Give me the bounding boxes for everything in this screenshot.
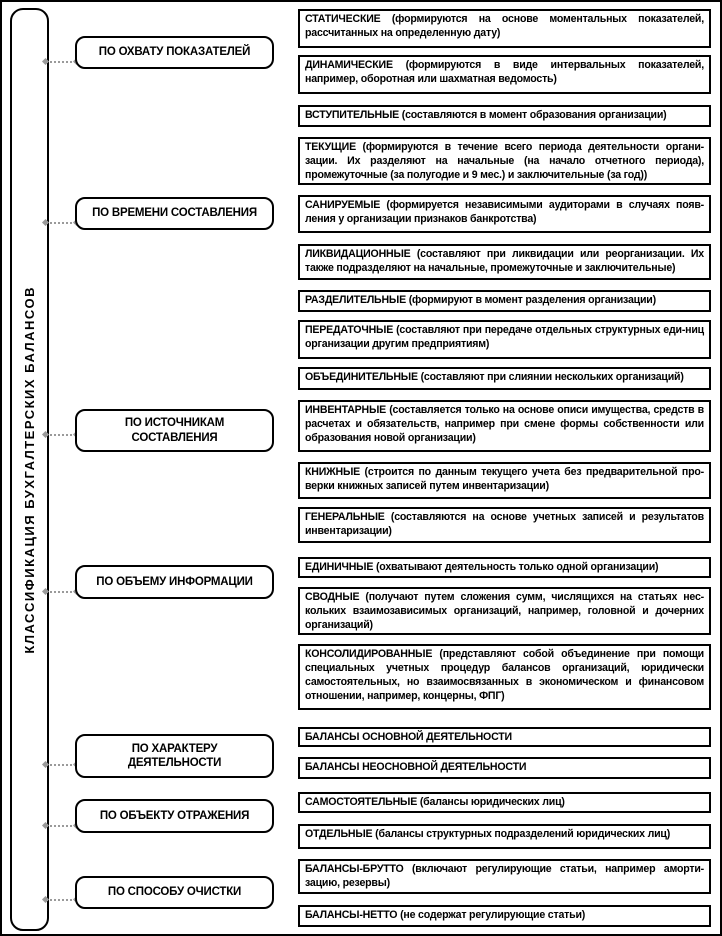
- type-box-edinichnye: [298, 557, 711, 578]
- type-box-svodnye: [298, 587, 711, 635]
- category-box-time: [75, 197, 274, 230]
- type-definition: (формируют в момент разделения организации): [408, 294, 656, 306]
- type-definition: (включают регулирующие статьи, например аморти-зацию, резервы): [305, 863, 705, 889]
- type-box-staticheskie: [298, 9, 711, 48]
- type-term: ОБЪЕДИНИТЕЛЬНЫЕ: [305, 371, 418, 383]
- category-label: ПО СПОСОБУ ОЧИСТКИ: [107, 886, 242, 899]
- type-term: ИНВЕНТАРНЫЕ: [305, 404, 387, 416]
- type-definition: (формируются в виде интервальных показателей, например, оборотная или шахматная ведомость): [305, 59, 704, 85]
- type-term: ЕДИНИЧНЫЕ: [305, 561, 374, 573]
- type-term: ЛИКВИДАЦИОННЫЕ: [305, 248, 411, 260]
- type-term: СТАТИЧЕСКИЕ: [305, 13, 381, 25]
- type-term: ПЕРЕДАТОЧНЫЕ: [305, 324, 394, 336]
- type-box-balansy-neosnovnoy: [298, 757, 711, 779]
- type-box-balansy-osnovnoy: [298, 727, 711, 747]
- type-term: САМОСТОЯТЕЛЬНЫЕ: [305, 796, 418, 808]
- type-definition: (формируются в течение всего периода деятельности органи-зации. Их разделяют на начальные (на начало отчетного периода), промежуточные (за полугодие и 9 мес.) и заключительные (за год)): [305, 141, 704, 181]
- type-term: РАЗДЕЛИТЕЛЬНЫЕ: [305, 294, 406, 306]
- type-definition: (формируется независимыми аудиторами в случаях появ-ления у организации признаков банкротства): [305, 199, 704, 225]
- type-term: ОТДЕЛЬНЫЕ: [305, 828, 373, 840]
- category-label: ПО ОХВАТУ ПОКАЗАТЕЛЕЙ: [98, 46, 251, 59]
- category-box-volume: [75, 565, 274, 599]
- category-label: ПО ОБЪЕКТУ ОТРАЖЕНИЯ: [99, 809, 250, 822]
- category-box-activity: [75, 734, 274, 778]
- type-definition: (составляется только на основе описи имущества, средств в расчетах и обязательств, например при смене формы собственности или образования новой организации): [305, 404, 704, 444]
- connector-line: [46, 61, 76, 63]
- type-box-vstupitelnye: [298, 105, 711, 127]
- category-label: ПО ВРЕМЕНИ СОСТАВЛЕНИЯ: [92, 207, 257, 220]
- type-term: САНИРУЕМЫЕ: [305, 199, 381, 211]
- category-box-object: [75, 799, 274, 833]
- connector-line: [46, 591, 76, 593]
- root-box: [10, 8, 49, 931]
- category-label: ПО ИСТОЧНИКАМ СОСТАВЛЕНИЯ: [124, 417, 225, 444]
- type-definition: (строится по данным текущего учета без предварительной про-верки книжных записей путем инвентаризации): [305, 466, 704, 492]
- type-term: БАЛАНСЫ ОСНОВНОЙ ДЕЯТЕЛЬНОСТИ: [305, 731, 512, 743]
- type-definition: (составляют при ликвидации или реорганизации. Их также подразделяют на начальные, промежуточные и заключительные): [305, 248, 704, 274]
- category-box-sources: [75, 409, 274, 452]
- type-definition: (балансы юридических лиц): [419, 796, 565, 808]
- type-term: БАЛАНСЫ-НЕТТО: [305, 909, 398, 921]
- type-box-balansy-netto: [298, 905, 711, 927]
- type-term: КНИЖНЫЕ: [305, 466, 360, 478]
- type-term: БАЛАНСЫ НЕОСНОВНОЙ ДЕЯТЕЛЬНОСТИ: [305, 761, 527, 773]
- type-box-saniruemye: [298, 195, 711, 233]
- type-box-samostoyatelnye: [298, 792, 711, 813]
- type-definition: (формируются на основе моментальных показателей, рассчитанных на определенную дату): [305, 13, 704, 39]
- type-definition: (балансы структурных подразделений юридических лиц): [375, 828, 671, 840]
- category-label: ПО ОБЪЕМУ ИНФОРМАЦИИ: [96, 575, 253, 588]
- category-box-clearing: [75, 876, 274, 909]
- category-label: ПО ХАРАКТЕРУ ДЕЯТЕЛЬНОСТИ: [127, 742, 222, 769]
- type-term: ВСТУПИТЕЛЬНЫЕ: [305, 109, 399, 121]
- type-box-generalnye: [298, 507, 711, 543]
- type-definition: (представляют собой объединение при помощи специальных учетных процедур балансов организаций, юридически самостоятельных, но взаимосвязанных в экономическом и финансовом отношении, например, концерны, ФПГ): [305, 648, 704, 702]
- type-box-inventarnye: [298, 400, 711, 452]
- type-definition: (составляют при слиянии нескольких организаций): [420, 371, 684, 383]
- type-definition: (охватывают деятельность только одной организации): [375, 561, 659, 573]
- type-definition: (не содержат регулирующие статьи): [400, 909, 586, 921]
- type-term: ГЕНЕРАЛЬНЫЕ: [305, 511, 385, 523]
- type-definition: (получают путем сложения сумм, числящихся на статьях нес-кольких взаимозависимых организаций, например, головной и дочерних организаций): [305, 591, 705, 631]
- type-box-dinamicheskie: [298, 55, 711, 94]
- type-definition: (составляются на основе учетных записей и результатов инвентаризации): [305, 511, 704, 537]
- type-box-peredatochnye: [298, 320, 711, 359]
- type-box-razdelitelnye: [298, 290, 711, 312]
- type-box-likvidatsionnye: [298, 244, 711, 280]
- connector-line: [46, 222, 76, 224]
- type-definition: (составляются в момент образования организации): [401, 109, 667, 121]
- type-term: ТЕКУЩИЕ: [305, 141, 356, 153]
- type-box-otdelnye: [298, 824, 711, 849]
- connector-line: [46, 434, 76, 436]
- connector-line: [46, 899, 76, 901]
- connector-line: [46, 764, 76, 766]
- type-term: КОНСОЛИДИРОВАННЫЕ: [305, 648, 433, 660]
- connector-line: [46, 825, 76, 827]
- type-term: БАЛАНСЫ-БРУТТО: [305, 863, 404, 875]
- type-box-konsolidirovannye: [298, 644, 711, 710]
- type-definition: (составляют при передаче отдельных структурных еди-ниц организации другим предприятиям): [305, 324, 704, 350]
- category-box-coverage: [75, 36, 274, 69]
- type-term: ДИНАМИЧЕСКИЕ: [305, 59, 393, 71]
- type-box-knizhnye: [298, 462, 711, 499]
- type-box-balansy-brutto: [298, 859, 711, 894]
- type-box-obedinitelnye: [298, 367, 711, 390]
- type-box-tekushchie: [298, 137, 711, 185]
- root-label: КЛАССИФИКАЦИЯ БУХГАЛТЕРСКИХ БАЛАНСОВ: [22, 285, 37, 654]
- type-term: СВОДНЫЕ: [305, 591, 360, 603]
